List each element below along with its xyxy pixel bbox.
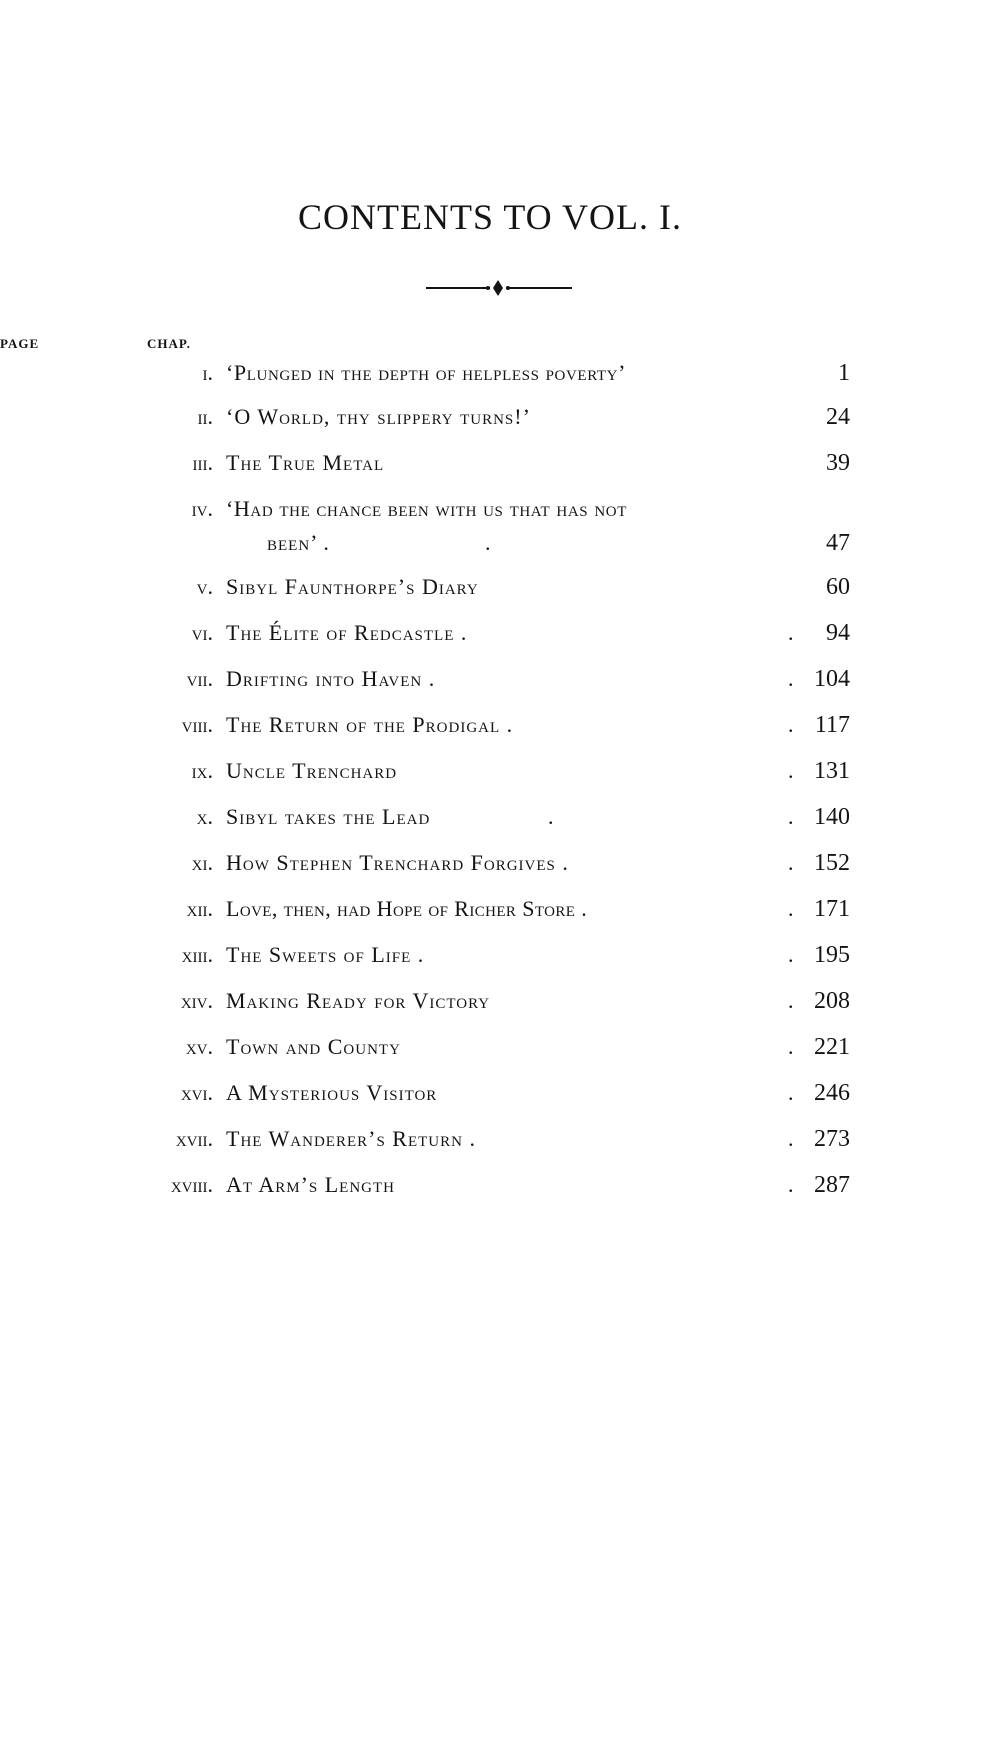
leader-dot: . [788, 1126, 796, 1151]
chapter-page: 47 [826, 530, 850, 556]
page-column-header: PAGE [0, 336, 40, 351]
chapter-page: 131 [814, 758, 850, 784]
leader-dot: . [788, 666, 796, 691]
chapter-page: 171 [814, 896, 850, 922]
leader-dot: . [788, 1172, 796, 1197]
chapter-page: 24 [826, 404, 850, 430]
chapter-title: Uncle Trenchard [226, 758, 398, 783]
chapter-page: 246 [814, 1080, 850, 1106]
chapter-number: xi. [191, 850, 213, 875]
leader-dot: . [788, 850, 796, 875]
toc-row [0, 1172, 1000, 1208]
chapter-number: xvii. [175, 1126, 213, 1151]
page-title: CONTENTS TO VOL. I. [297, 197, 682, 237]
chapter-number: vi. [191, 620, 213, 645]
chapter-number: ii. [197, 404, 213, 429]
chapter-number: xiv. [180, 988, 213, 1013]
chapter-title: ‘Plunged in the depth of helpless poverty’ [226, 360, 627, 385]
toc-row [0, 450, 1000, 486]
leader-dot: . [788, 988, 796, 1013]
leader-dot: . [548, 804, 556, 829]
chapter-title: Making Ready for Victory [226, 988, 491, 1013]
toc-row [0, 666, 1000, 702]
toc-row [0, 360, 1000, 396]
chapter-page: 60 [826, 574, 850, 600]
chapter-number: xviii. [170, 1172, 213, 1197]
chapter-page: 221 [814, 1034, 850, 1060]
chapter-number: ix. [191, 758, 213, 783]
toc-row [0, 758, 1000, 794]
chapter-number: iii. [192, 450, 213, 475]
leader-dot: . [788, 1080, 796, 1105]
toc-row [0, 1080, 1000, 1116]
chapter-title: The Sweets of Life . [226, 942, 425, 967]
chapter-title-continued: been’ . [267, 530, 330, 555]
chapter-title: The True Metal [226, 450, 385, 475]
toc-row [0, 1126, 1000, 1162]
chapter-title: The Élite of Redcastle . [226, 620, 468, 645]
ornament-divider-icon [424, 276, 574, 300]
chapter-number: xiii. [181, 942, 213, 967]
chapter-page: 39 [826, 450, 850, 476]
chapter-number: xii. [186, 896, 213, 921]
chapter-title: How Stephen Trenchard Forgives . [226, 850, 569, 875]
leader-dot: . [788, 712, 796, 737]
chapter-number: xvi. [180, 1080, 213, 1105]
chapter-number: vii. [186, 666, 213, 691]
chapter-title: ‘O World, thy slippery turns!’ [226, 404, 531, 429]
chapter-page: 1 [838, 360, 850, 386]
chapter-page: 287 [814, 1172, 850, 1198]
toc-row [0, 712, 1000, 748]
chapter-title: The Wanderer’s Return . [226, 1126, 476, 1151]
leader-dot: . [485, 530, 493, 555]
chapter-page: 195 [814, 942, 850, 968]
chapter-title: ‘Had the chance been with us that has not [226, 496, 627, 521]
chapter-page: 208 [814, 988, 850, 1014]
chapter-title: Sibyl takes the Lead [226, 804, 431, 829]
toc-row [0, 404, 1000, 440]
chapter-title: At Arm’s Length [226, 1172, 395, 1197]
chapter-page: 104 [814, 666, 850, 692]
toc-row [0, 1034, 1000, 1070]
chapter-title: A Mysterious Visitor [226, 1080, 438, 1105]
leader-dot: . [788, 804, 796, 829]
toc-row [0, 496, 1000, 566]
chapter-title: Love, then, had Hope of Richer Store . [226, 896, 588, 921]
chapter-title: Town and County [226, 1034, 401, 1059]
chap-column-header: CHAP. [147, 336, 191, 351]
chapter-number: xv. [185, 1034, 213, 1059]
toc-row [0, 804, 1000, 840]
toc-row [0, 620, 1000, 656]
chapter-number: x. [196, 804, 213, 829]
leader-dot: . [788, 620, 796, 645]
leader-dot: . [788, 758, 796, 783]
chapter-number: i. [202, 360, 213, 385]
chapter-title: Drifting into Haven . [226, 666, 436, 691]
chapter-number: v. [196, 574, 213, 599]
leader-dot: . [788, 942, 796, 967]
chapter-title: The Return of the Prodigal . [226, 712, 514, 737]
chapter-page: 117 [814, 712, 850, 738]
chapter-page: 152 [814, 850, 850, 876]
chapter-page: 140 [814, 804, 850, 830]
toc-row [0, 988, 1000, 1024]
toc-row [0, 850, 1000, 886]
chapter-page: 94 [826, 620, 850, 646]
chapter-number: viii. [181, 712, 213, 737]
leader-dot: . [788, 896, 796, 921]
toc-row [0, 574, 1000, 610]
toc-row [0, 896, 1000, 932]
chapter-title: Sibyl Faunthorpe’s Diary [226, 574, 479, 599]
chapter-number: iv. [191, 496, 213, 521]
toc-row [0, 942, 1000, 978]
leader-dot: . [788, 1034, 796, 1059]
chapter-page: 273 [814, 1126, 850, 1152]
